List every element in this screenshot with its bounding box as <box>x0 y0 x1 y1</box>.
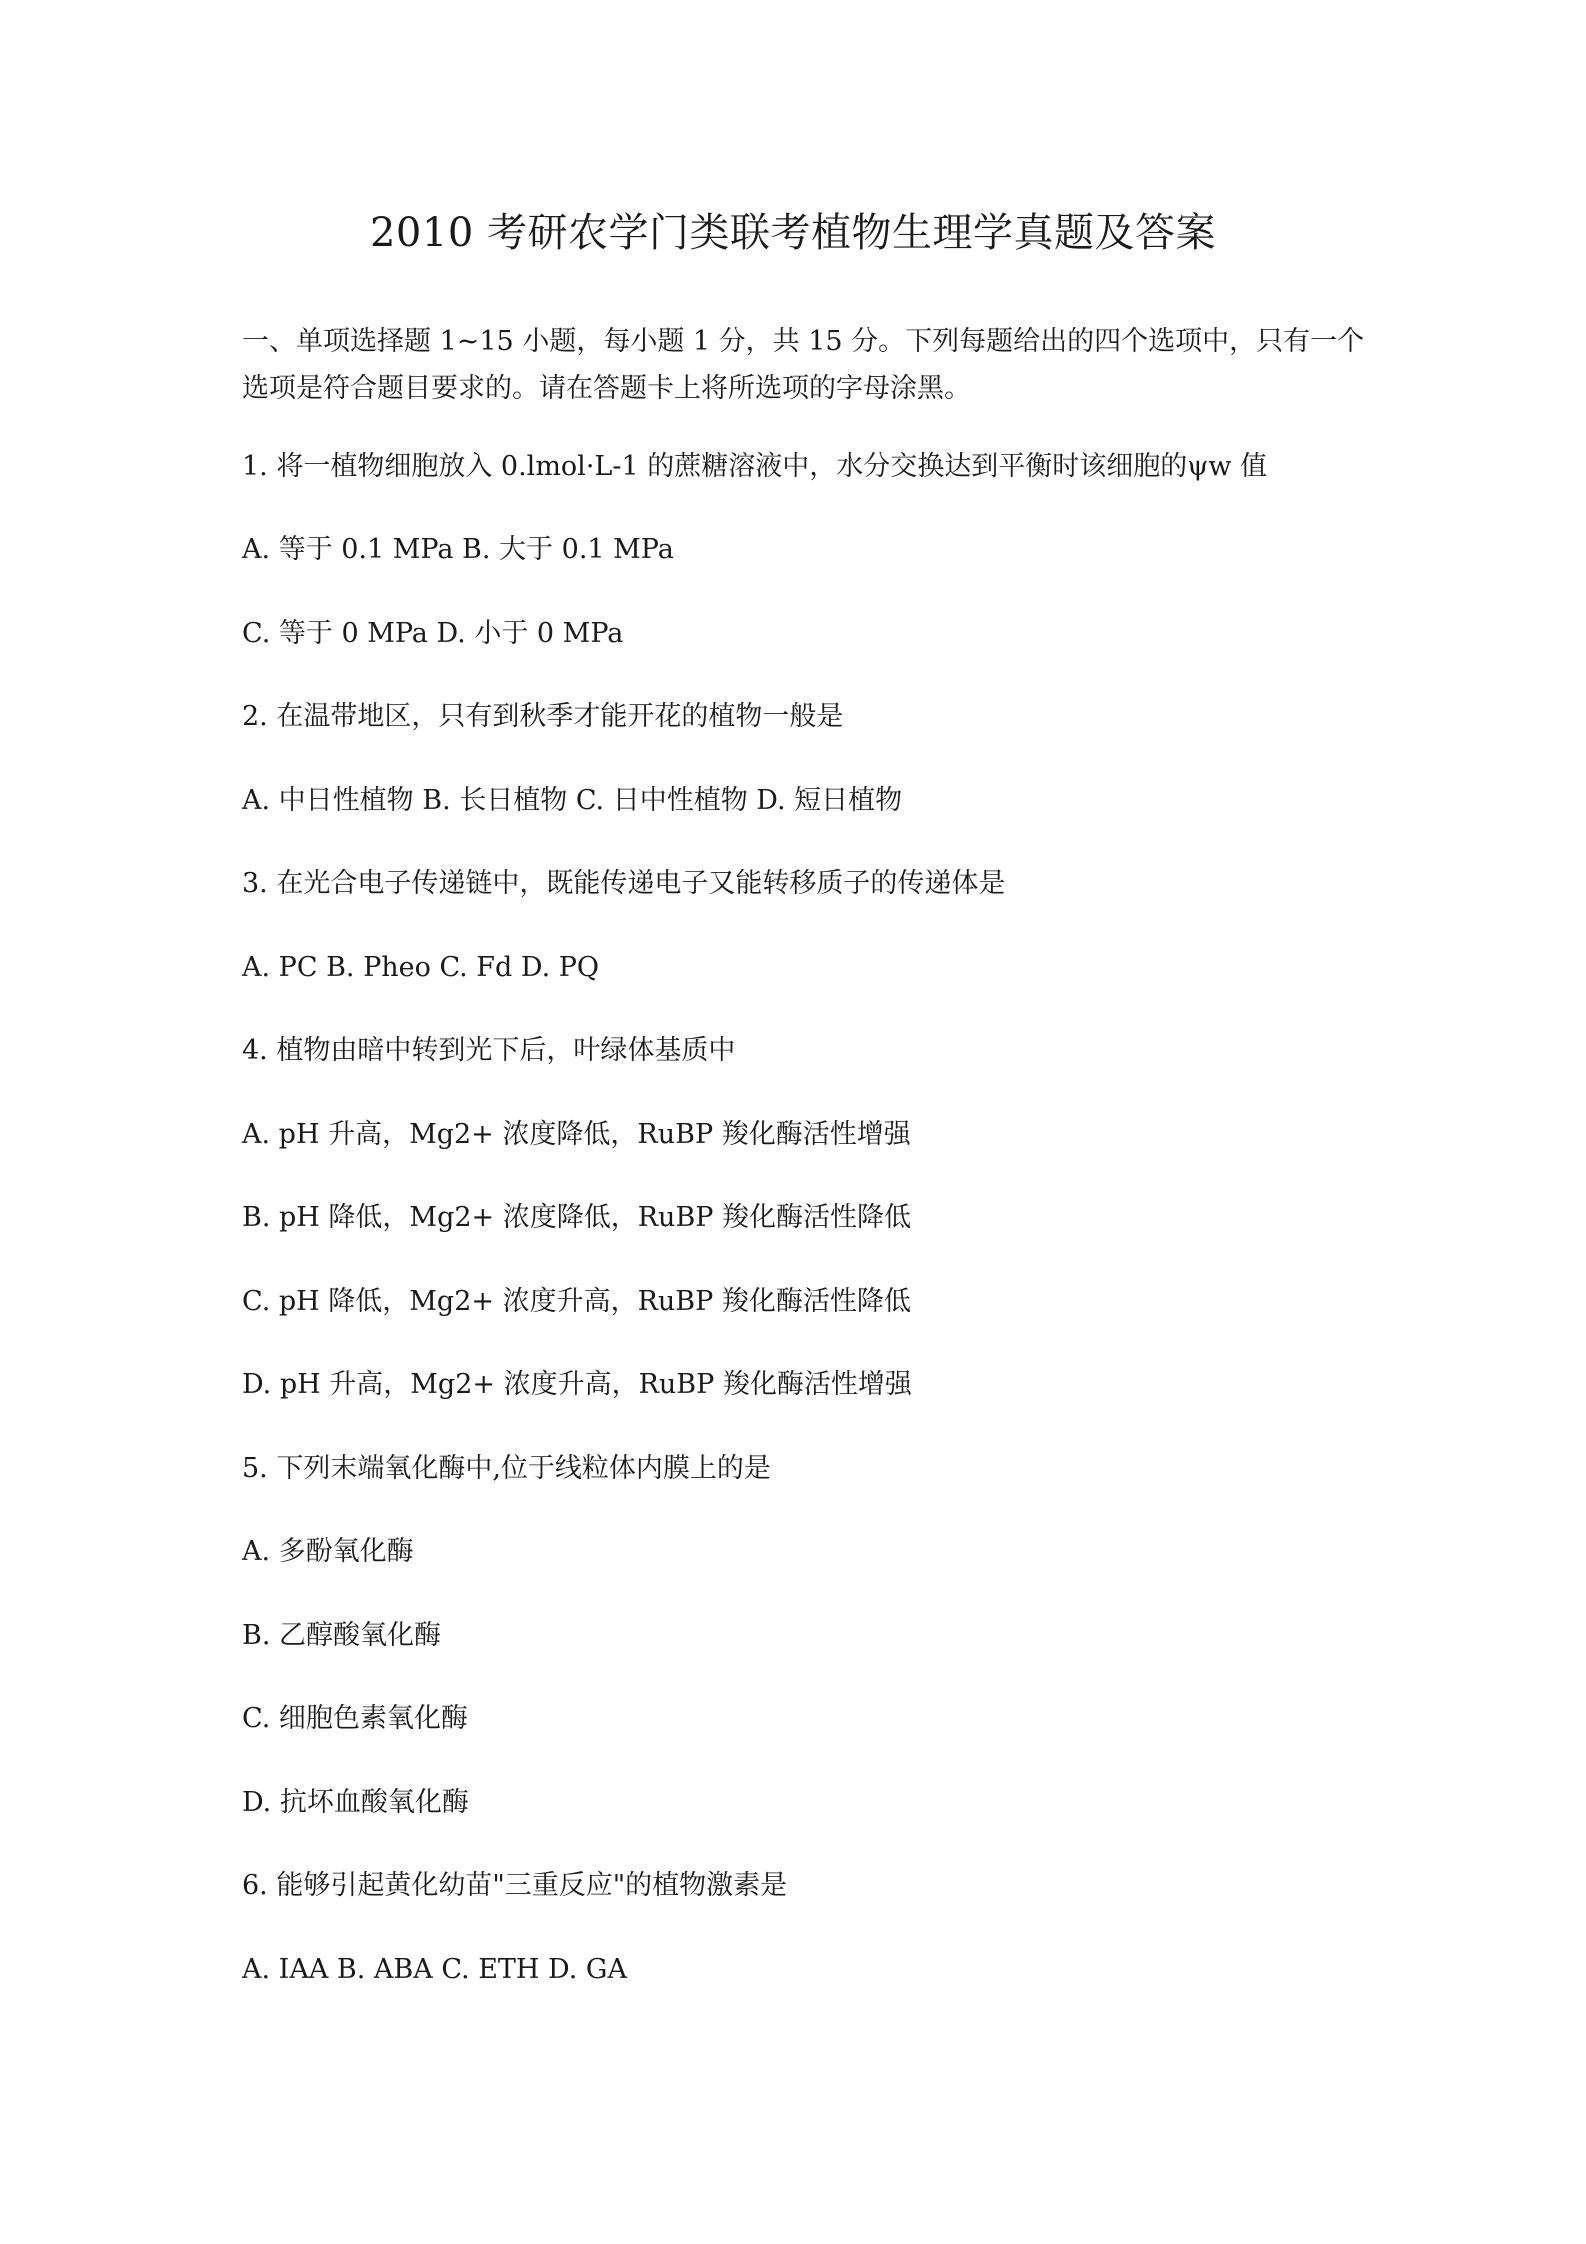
page-title: 2010 考研农学门类联考植物生理学真题及答案 <box>369 210 1216 256</box>
question-5: 5. 下列末端氧化酶中,位于线粒体内膜上的是 <box>242 1453 771 1484</box>
question-4-option-c: C. pH 降低，Mg2+ 浓度升高，RuBP 羧化酶活性降低 <box>242 1286 911 1317</box>
question-4-option-a: A. pH 升高，Mg2+ 浓度降低，RuBP 羧化酶活性增强 <box>242 1119 911 1150</box>
question-4-option-b: B. pH 降低，Mg2+ 浓度降低，RuBP 羧化酶活性降低 <box>242 1202 912 1233</box>
question-6: 6. 能够引起黄化幼苗"三重反应"的植物激素是 <box>242 1870 788 1901</box>
question-3-options: A. PC B. Pheo C. Fd D. PQ <box>242 952 600 983</box>
question-5-option-c: C. 细胞色素氧化酶 <box>242 1703 468 1734</box>
question-5-option-a: A. 多酚氧化酶 <box>242 1536 414 1567</box>
question-6-options: A. IAA B. ABA C. ETH D. GA <box>242 1954 627 1985</box>
question-5-option-d: D. 抗坏血酸氧化酶 <box>242 1787 469 1818</box>
question-1: 1. 将一植物细胞放入 0.lmol·L-1 的蔗糖溶液中，水分交换达到平衡时该细胞的ψw 值 <box>242 451 1268 482</box>
question-4: 4. 植物由暗中转到光下后，叶绿体基质中 <box>242 1035 736 1066</box>
question-4-option-d: D. pH 升高，Mg2+ 浓度升高，RuBP 羧化酶活性增强 <box>242 1369 912 1400</box>
question-2-options: A. 中日性植物 B. 长日植物 C. 日中性植物 D. 短日植物 <box>242 785 903 816</box>
question-1-options-ab: A. 等于 0.1 MPa B. 大于 0.1 MPa <box>242 534 674 565</box>
question-3: 3. 在光合电子传递链中，既能传递电子又能转移质子的传递体是 <box>242 868 1006 899</box>
section-intro: 一、单项选择题 1~15 小题，每小题 1 分，共 15 分。下列每题给出的四个选项中，只有一个选项是符合题目要求的。请在答题卡上将所选项的字母涂黑。 <box>242 326 1365 404</box>
question-1-options-cd: C. 等于 0 MPa D. 小于 0 MPa <box>242 618 624 649</box>
question-5-option-b: B. 乙醇酸氧化酶 <box>242 1620 442 1651</box>
question-2: 2. 在温带地区，只有到秋季才能开花的植物一般是 <box>242 701 844 732</box>
